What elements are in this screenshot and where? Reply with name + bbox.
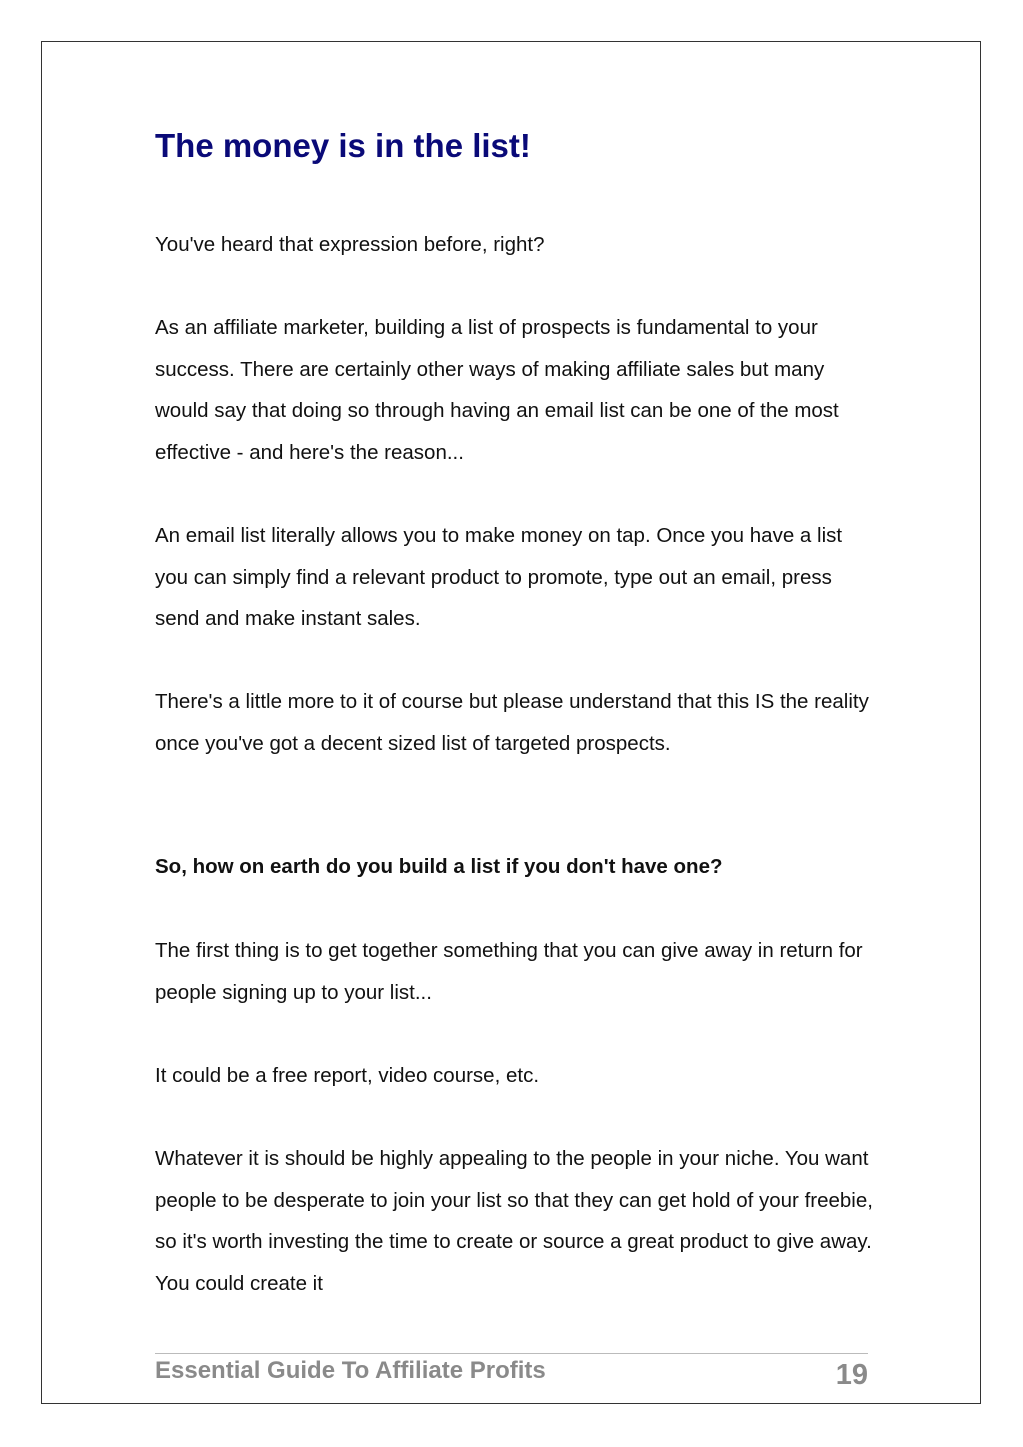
paragraph-give-away: The first thing is to get together something that you can give away in return for people signing up to your list... <box>155 939 863 1004</box>
footer-divider <box>155 1353 868 1354</box>
paragraph-appealing: Whatever it is should be highly appealing to the people in your niche. You want people to be desperate to join your list so that they can get hold of your freebie, so it's worth investing the time to create or source a great product to give away. You could create it <box>155 1147 873 1295</box>
paragraph-affiliate-list: As an affiliate marketer, building a list of prospects is fundamental to your success. There are certainly other ways of making affiliate sales but many would say that doing so through having an email list can be one of the most effective - and here's the reason... <box>155 316 839 464</box>
subheading-build-list: So, how on earth do you build a list if you don't have one? <box>155 855 723 878</box>
page-title: The money is in the list! <box>155 127 531 164</box>
paragraph-intro: You've heard that expression before, right? <box>155 233 545 256</box>
page-number: 19 <box>835 1359 868 1391</box>
paragraph-free-report: It could be a free report, video course, etc. <box>155 1064 540 1087</box>
footer-book-title: Essential Guide To Affiliate Profits <box>155 1357 546 1384</box>
paragraph-money-on-tap: An email list literally allows you to make money on tap. Once you have a list you can simply find a relevant product to promote, type out an email, press send and make instant sales. <box>155 524 843 630</box>
paragraph-reality: There's a little more to it of course but please understand that this IS the reality once you've got a decent sized list of targeted prospects. <box>155 690 869 755</box>
